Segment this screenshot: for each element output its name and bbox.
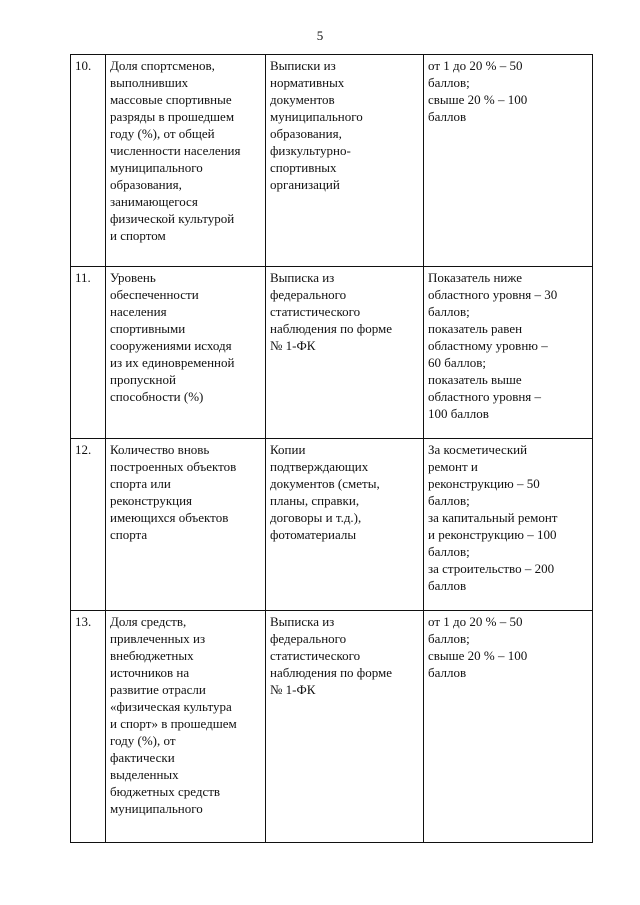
- cell-line: областному уровню –: [428, 338, 548, 353]
- cell-line: муниципального: [110, 160, 203, 175]
- cell-line: договоры и т.д.),: [270, 510, 362, 525]
- cell-line: 60 баллов;: [428, 355, 486, 370]
- cell-line: статистического: [270, 304, 361, 319]
- table-row: [71, 267, 593, 439]
- cell-line: Уровень: [110, 270, 156, 285]
- cell-line: спорта: [110, 527, 148, 542]
- cell-line: баллов: [428, 665, 467, 680]
- cell-line: от 1 до 20 % – 50: [428, 614, 523, 629]
- cell-line: баллов;: [428, 631, 470, 646]
- cell-line: показатель выше: [428, 372, 522, 387]
- cell-line: свыше 20 % – 100: [428, 648, 528, 663]
- cell-line: № 1-ФК: [270, 338, 316, 353]
- cell-line: федерального: [270, 287, 347, 302]
- cell-line: документов: [270, 92, 335, 107]
- cell-line: построенных объектов: [110, 459, 237, 474]
- criteria-table-body: [71, 55, 593, 843]
- cell-line: сооружениями исходя: [110, 338, 232, 353]
- cell-line: образования,: [270, 126, 342, 141]
- row-number: 11.: [71, 267, 106, 439]
- cell-line: подтверждающих: [270, 459, 369, 474]
- cell-line: планы, справки,: [270, 493, 360, 508]
- source-cell: [266, 55, 424, 267]
- cell-line: федерального: [270, 631, 347, 646]
- cell-line: наблюдения по форме: [270, 665, 393, 680]
- cell-line: спорта или: [110, 476, 171, 491]
- cell-line: Количество вновь: [110, 442, 210, 457]
- cell-line: наблюдения по форме: [270, 321, 393, 336]
- table-row: [71, 611, 593, 843]
- cell-line: пропускной: [110, 372, 176, 387]
- source-cell: [266, 611, 424, 843]
- cell-line: Копии: [270, 442, 306, 457]
- cell-line: от 1 до 20 % – 50: [428, 58, 523, 73]
- cell-line: году (%), от: [110, 733, 176, 748]
- indicator-cell: [106, 55, 266, 267]
- cell-line: физкультурно-: [270, 143, 351, 158]
- cell-line: численности населения: [110, 143, 241, 158]
- table-row: [71, 55, 593, 267]
- cell-line: Выписки из: [270, 58, 336, 73]
- points-cell: [424, 611, 593, 843]
- cell-line: выделенных: [110, 767, 179, 782]
- cell-line: источников на: [110, 665, 190, 680]
- cell-line: № 1-ФК: [270, 682, 316, 697]
- cell-line: документов (сметы,: [270, 476, 380, 491]
- cell-line: за строительство – 200: [428, 561, 555, 576]
- cell-line: муниципального: [270, 109, 363, 124]
- cell-line: году (%), от общей: [110, 126, 215, 141]
- cell-line: областного уровня –: [428, 389, 542, 404]
- source-cell: [266, 267, 424, 439]
- cell-line: и спорт» в прошедшем: [110, 716, 237, 731]
- cell-line: свыше 20 % – 100: [428, 92, 528, 107]
- cell-line: реконструкцию – 50: [428, 476, 540, 491]
- cell-line: выполнивших: [110, 75, 189, 90]
- cell-line: развитие отрасли: [110, 682, 206, 697]
- indicator-cell: [106, 611, 266, 843]
- points-cell: [424, 439, 593, 611]
- cell-line: показатель равен: [428, 321, 523, 336]
- cell-line: муниципального: [110, 801, 203, 816]
- cell-line: имеющихся объектов: [110, 510, 229, 525]
- cell-line: спортивных: [270, 160, 337, 175]
- cell-line: баллов;: [428, 493, 470, 508]
- points-cell: [424, 55, 593, 267]
- cell-line: из их единовременной: [110, 355, 235, 370]
- cell-line: статистического: [270, 648, 361, 663]
- source-cell: [266, 439, 424, 611]
- row-number: 10.: [71, 55, 106, 267]
- cell-line: занимающегося: [110, 194, 198, 209]
- cell-line: физической культурой: [110, 211, 235, 226]
- indicator-cell: [106, 267, 266, 439]
- cell-line: способности (%): [110, 389, 204, 404]
- cell-line: баллов;: [428, 75, 470, 90]
- cell-line: Выписка из: [270, 270, 335, 285]
- cell-line: привлеченных из: [110, 631, 206, 646]
- cell-line: организаций: [270, 177, 340, 192]
- cell-line: реконструкция: [110, 493, 193, 508]
- cell-line: Доля спортсменов,: [110, 58, 215, 73]
- cell-line: населения: [110, 304, 167, 319]
- row-number: 12.: [71, 439, 106, 611]
- cell-line: Показатель ниже: [428, 270, 522, 285]
- cell-line: спортивными: [110, 321, 186, 336]
- cell-line: массовые спортивные: [110, 92, 232, 107]
- cell-line: фотоматериалы: [270, 527, 357, 542]
- cell-line: Выписка из: [270, 614, 335, 629]
- indicator-cell: [106, 439, 266, 611]
- cell-line: за капитальный ремонт: [428, 510, 558, 525]
- cell-line: образования,: [110, 177, 182, 192]
- cell-line: 100 баллов: [428, 406, 489, 421]
- cell-line: баллов: [428, 109, 467, 124]
- cell-line: бюджетных средств: [110, 784, 221, 799]
- cell-line: фактически: [110, 750, 175, 765]
- cell-line: «физическая культура: [110, 699, 232, 714]
- table-row: [71, 439, 593, 611]
- page-number: 5: [316, 28, 324, 43]
- cell-line: ремонт и: [428, 459, 478, 474]
- cell-line: баллов;: [428, 544, 470, 559]
- cell-line: областного уровня – 30: [428, 287, 558, 302]
- cell-line: нормативных: [270, 75, 345, 90]
- cell-line: Доля средств,: [110, 614, 187, 629]
- cell-line: внебюджетных: [110, 648, 194, 663]
- cell-line: баллов: [428, 578, 467, 593]
- cell-line: и спортом: [110, 228, 166, 243]
- cell-line: обеспеченности: [110, 287, 199, 302]
- criteria-table: [70, 54, 593, 843]
- row-number: 13.: [71, 611, 106, 843]
- cell-line: и реконструкцию – 100: [428, 527, 557, 542]
- cell-line: баллов;: [428, 304, 470, 319]
- cell-line: разряды в прошедшем: [110, 109, 235, 124]
- points-cell: [424, 267, 593, 439]
- cell-line: За косметический: [428, 442, 528, 457]
